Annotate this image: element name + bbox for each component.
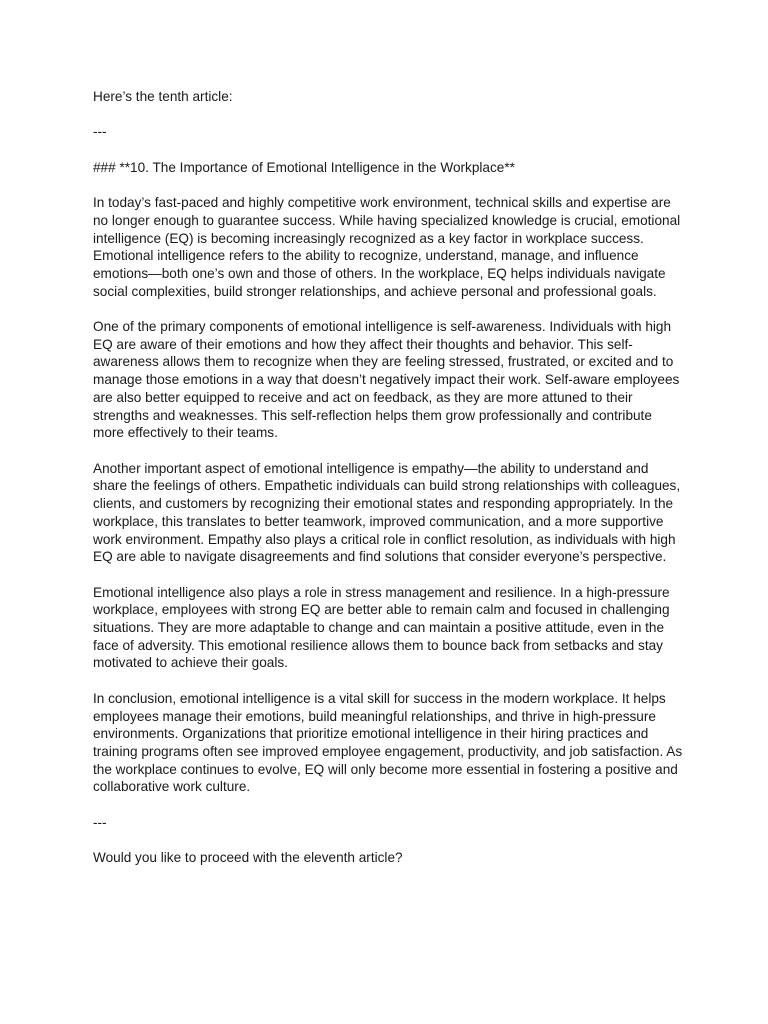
closing-question: Would you like to proceed with the eleventh article? bbox=[93, 850, 403, 866]
separator-top: --- bbox=[93, 124, 107, 140]
article-heading: ### **10. The Importance of Emotional Intelligence in the Workplace** bbox=[93, 159, 515, 175]
paragraph-conclusion: In conclusion, emotional intelligence is a vital skill for success in the modern workplace. It helps employees manage their emotions, build meaningful relationships, and thrive in high-pressure environments. Organizations that prioritize emotional intelligence in their hiring practices and training programs often see improved employee engagement, productivity, and job satisfaction. As the workplace continues to evolve, EQ will only become more essential in fostering a positive and collaborative work culture. bbox=[93, 690, 683, 795]
separator-bottom: --- bbox=[93, 814, 107, 830]
paragraph-resilience: Emotional intelligence also plays a role in stress management and resilience. In a high-pressure workplace, employees with strong EQ are better able to remain calm and focused in challenging situations. They are more adaptable to change and can maintain a positive attitude, even in the face of adversity. This emotional resilience allows them to bounce back from setbacks and stay motivated to achieve their goals. bbox=[93, 584, 670, 671]
document-page bbox=[93, 88, 683, 884]
paragraph-empathy: Another important aspect of emotional intelligence is empathy—the ability to understand and share the feelings of others. Empathetic individuals can build strong relationships with colleagues, clients, and customers by recognizing their emotional states and responding appropriately. In the workplace, this translates to better teamwork, improved communication, and a more supportive work environment. Empathy also plays a critical role in conflict resolution, as individuals with high EQ are able to navigate disagreements and find solutions that consider everyone’s perspective. bbox=[93, 460, 681, 565]
paragraph-self-awareness: One of the primary components of emotional intelligence is self-awareness. Individuals with high EQ are aware of their emotions and how they affect their thoughts and behavior. This self-awareness allows them to recognize when they are feeling stressed, frustrated, or excited and to manage those emotions in a way that doesn’t negatively impact their work. Self-aware employees are also better equipped to receive and act on feedback, as they are more attuned to their strengths and weaknesses. This self-reflection helps them grow professionally and contribute more effectively to their teams. bbox=[93, 319, 680, 441]
intro-line: Here’s the tenth article: bbox=[93, 89, 233, 104]
paragraph-intro: In today’s fast-paced and highly competitive work environment, technical skills and expertise are no longer enough to guarantee success. While having specialized knowledge is crucial, emotional intelligence (EQ) is becoming increasingly recognized as a key factor in workplace success. Emotional intelligence refers to the ability to recognize, understand, manage, and influence emotions—both one’s own and those of others. In the workplace, EQ helps individuals navigate social complexities, build stronger relationships, and achieve personal and professional goals. bbox=[93, 195, 681, 299]
